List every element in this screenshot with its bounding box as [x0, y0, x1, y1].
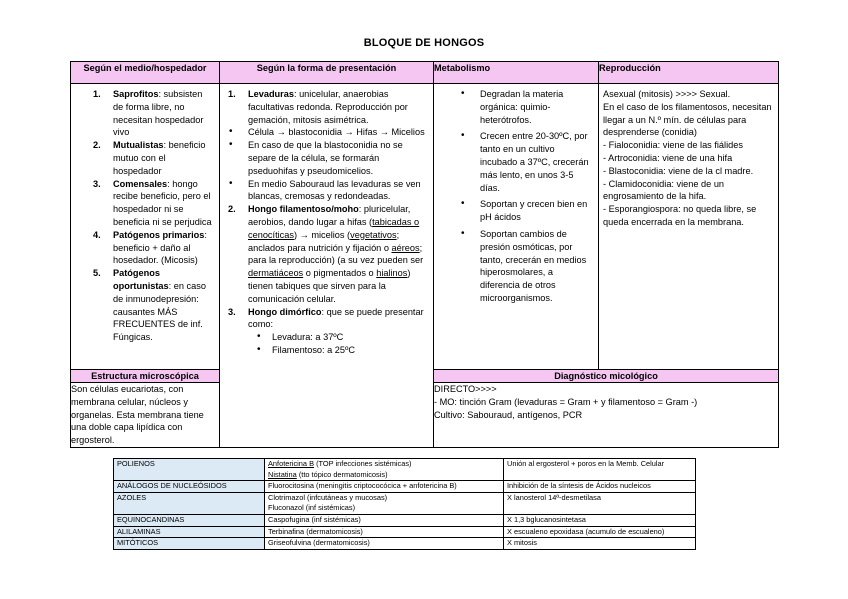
list-item: • En caso de que la blastoconidia no se separe de la célula, se formarán pseduohifas y pseudomicelios.	[248, 139, 427, 177]
list-item: • Levadura: a 37ºC	[272, 331, 427, 344]
drug-cell: Anfotericina B (TOP infecciones sistémicas) Nistatina (tto tópico dermatomicosis)	[265, 459, 504, 481]
list-item: • Degradan la materia orgánica: quimio-heterótrofos.	[480, 88, 590, 126]
group-cell: MITÓTICOS	[114, 538, 265, 550]
drug-cell: Clotrimazol (infcutáneas y mucosas) Fluconazol (inf sistémicas)	[265, 492, 504, 514]
table-row	[114, 514, 696, 526]
drug-cell: Terbinafina (dermatomicosis)	[265, 526, 504, 538]
group-cell: ANÁLOGOS DE NUCLEÓSIDOS	[114, 481, 265, 493]
text-line: - Clamidoconidia: viene de un engrosamiento de la hifa.	[603, 178, 725, 202]
list-item: Patógenos oportunistas: en caso de inmunodepresión: causantes MÁS FRECUENTES de inf. Fúngicas.	[113, 268, 206, 343]
list-metabolismo	[434, 84, 598, 305]
list-item: Saprofitos: subsisten de forma libre, no necesitan hospedador vivo	[113, 89, 204, 138]
text-line: DIRECTO>>>>	[434, 384, 497, 394]
header-estructura: Estructura microscópica	[71, 370, 220, 383]
drug-cell: Caspofugina (inf sistémicas)	[265, 514, 504, 526]
cell-estructura: Son células eucariotas, con membrana celular, núcleos y organelas. Esta membrana tiene una doble capa lipídica con ergosterol.	[71, 383, 220, 448]
list-item: • Soportan cambios de presión osmóticas, por tanto, crecerán en medios hiperosmolares, a diferencia de otros microorganismos.	[480, 228, 590, 305]
text-line: - Blastoconidia: viene de la cl madre.	[603, 165, 754, 176]
page-title: BLOQUE DE HONGOS	[363, 37, 485, 49]
group-cell: ALILAMINAS	[114, 526, 265, 538]
table-row	[114, 538, 696, 550]
text-line: - Fialoconidia: viene de las fiálides	[603, 140, 743, 151]
cell-medio	[71, 84, 220, 370]
antifungal-table	[113, 458, 696, 550]
list-item: • Soportan y crecen bien en pH ácidos	[480, 198, 590, 224]
main-table	[70, 61, 779, 448]
header-metabolismo: Metabolismo	[434, 62, 599, 84]
list-item: Mutualistas: beneficio mutuo con el hospedador	[113, 140, 206, 176]
cell-forma	[220, 84, 434, 448]
text-line: - Artroconidia: viene de una hifa	[603, 152, 733, 163]
list-medio	[71, 84, 219, 344]
text-line: En el caso de los filamentosos, necesitan llegar a un N.º mín. de células para desprenderse (conidia)	[603, 101, 772, 138]
table-row	[114, 481, 696, 493]
drug-cell: Griseofulvina (dermatomicosis)	[265, 538, 504, 550]
list-dimorfico	[248, 331, 427, 357]
list-item: Levaduras: unicelular, anaerobias facultativas redonda. Reproducción por gemación, mitosis asimétrica. • Célula → blastoconidia → Hifas → Micelios • En caso de que la blastoconidia no se separe de la célula, se formarán pseduohifas y pseudomicelios. • En medio Sabouraud las levaduras se ven blancas, cremosas y redondeadas.	[248, 88, 427, 203]
group-cell: AZOLES	[114, 492, 265, 514]
text-line: Asexual (mitosis) >>>> Sexual.	[603, 89, 731, 99]
list-item: Hongo filamentoso/moho: pluricelular, aerobios, dando lugar a hifas (tabicadas o cenocíticas) → micelios (vegetativos; anclados para nutrición y fijación o aéreos; para la reproducción) (a su vez pueden ser dermatiáceos o pigmentados o hialinos) tienen tabiques que sirven para la comunicación celular.	[248, 204, 424, 304]
table-row	[114, 459, 696, 481]
mechanism-cell: X lanosterol 14ª-desmetilasa	[504, 492, 696, 514]
header-diagnostico: Diagnóstico micológico	[434, 370, 779, 383]
list-item: • Crecen entre 20-30ºC, por tanto en un cultivo incubado a 37ºC, crecerán más lento, en unos 3-5 días.	[480, 130, 590, 194]
text-line: Cultivo: Sabouraud, antígenos, PCR	[434, 409, 583, 420]
mechanism-cell: X escualeno epoxidasa (acumulo de escualeno)	[504, 526, 696, 538]
cell-diagnostico	[434, 383, 779, 448]
group-cell: POLIENOS	[114, 459, 265, 481]
cell-metabolismo	[434, 84, 599, 370]
list-item: Comensales: hongo recibe beneficio, pero el hospedador ni se beneficia ni se perjudica	[113, 178, 212, 227]
text-line: - Esporangiospora: no queda libre, se queda encerrada en la membrana.	[603, 204, 757, 227]
group-cell: EQUINOCANDINAS	[114, 514, 265, 526]
drug-cell: Fluorocitosina (meningitis criptococócica + anfotericina B)	[265, 481, 504, 493]
list-forma	[220, 84, 433, 357]
table-row	[114, 526, 696, 538]
mechanism-cell: Inhibición de la síntesis de Ácidos nucleicos	[504, 481, 696, 493]
mechanism-cell: Unión al ergosterol + poros en la Memb. Celular	[504, 459, 696, 481]
list-item: • En medio Sabouraud las levaduras se ven blancas, cremosas y redondeadas.	[248, 178, 427, 204]
text-line: - MO: tinción Gram (levaduras = Gram + y filamentoso = Gram -)	[434, 396, 698, 407]
list-levaduras	[248, 126, 427, 203]
list-item: • Célula → blastoconidia → Hifas → Micelios	[248, 126, 427, 139]
header-reproduccion: Reproducción	[599, 62, 779, 84]
mechanism-cell: X mitosis	[504, 538, 696, 550]
list-item: Patógenos primarios: beneficio + daño al hosedador. (Micosis)	[113, 229, 207, 266]
cell-reproduccion	[599, 84, 779, 370]
header-forma: Según la forma de presentación	[220, 62, 434, 84]
table-row	[114, 492, 696, 514]
list-item: • Filamentoso: a 25ºC	[272, 344, 427, 357]
header-medio: Según el medio/hospedador	[71, 62, 220, 84]
mechanism-cell: X 1,3 bglucanosintetasa	[504, 514, 696, 526]
list-item: Hongo dimórfico: que se puede presentar como: • Levadura: a 37ºC • Filamentoso: a 25ºC	[248, 306, 427, 357]
